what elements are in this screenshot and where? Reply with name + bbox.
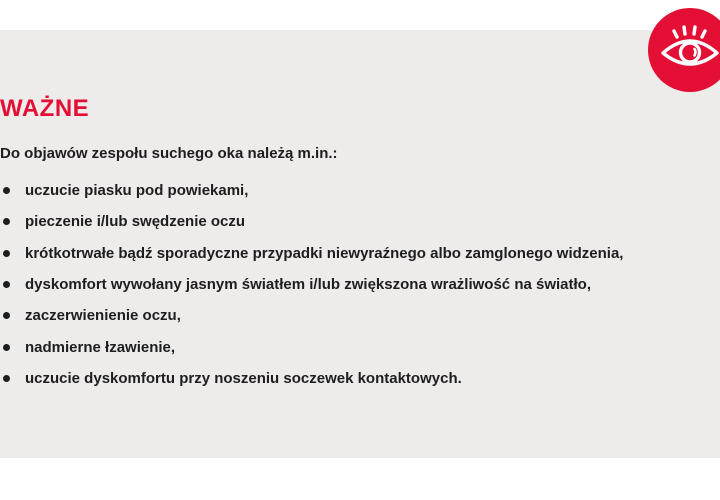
list-item	[0, 206, 623, 237]
list-item	[0, 175, 623, 206]
bullet-icon	[3, 218, 10, 225]
eye-badge	[648, 8, 720, 92]
list-item-text: pieczenie i/lub swędzenie oczu	[25, 213, 246, 231]
intro-text: Do objawów zespołu suchego oka należą m.in.:	[0, 145, 338, 162]
bullet-icon	[3, 250, 10, 257]
bullet-icon	[3, 281, 10, 288]
list-item	[0, 331, 623, 362]
bullet-icon	[3, 312, 10, 319]
list-item	[0, 238, 623, 269]
list-item-text: dyskomfort wywołany jasnym światłem i/lub zwiększona wrażliwość na światło,	[25, 276, 592, 294]
list-item-text: uczucie dyskomfortu przy noszeniu soczewek kontaktowych.	[25, 369, 462, 387]
list-item-text: uczucie piasku pod powiekami,	[25, 182, 249, 200]
heading-important: WAŻNE	[0, 95, 90, 122]
bullet-icon	[3, 187, 10, 194]
bullet-icon	[3, 344, 10, 351]
list-item	[0, 300, 623, 331]
list-item-text: zaczerwienienie oczu,	[25, 307, 181, 325]
eye-icon	[657, 17, 720, 83]
list-item-text: nadmierne łzawienie,	[25, 338, 176, 356]
symptom-list	[0, 175, 623, 394]
list-item	[0, 363, 623, 394]
list-item	[0, 269, 623, 300]
list-item-text: krótkotrwałe bądź sporadyczne przypadki niewyraźnego albo zamglonego widzenia,	[25, 244, 624, 262]
bullet-icon	[3, 375, 10, 382]
